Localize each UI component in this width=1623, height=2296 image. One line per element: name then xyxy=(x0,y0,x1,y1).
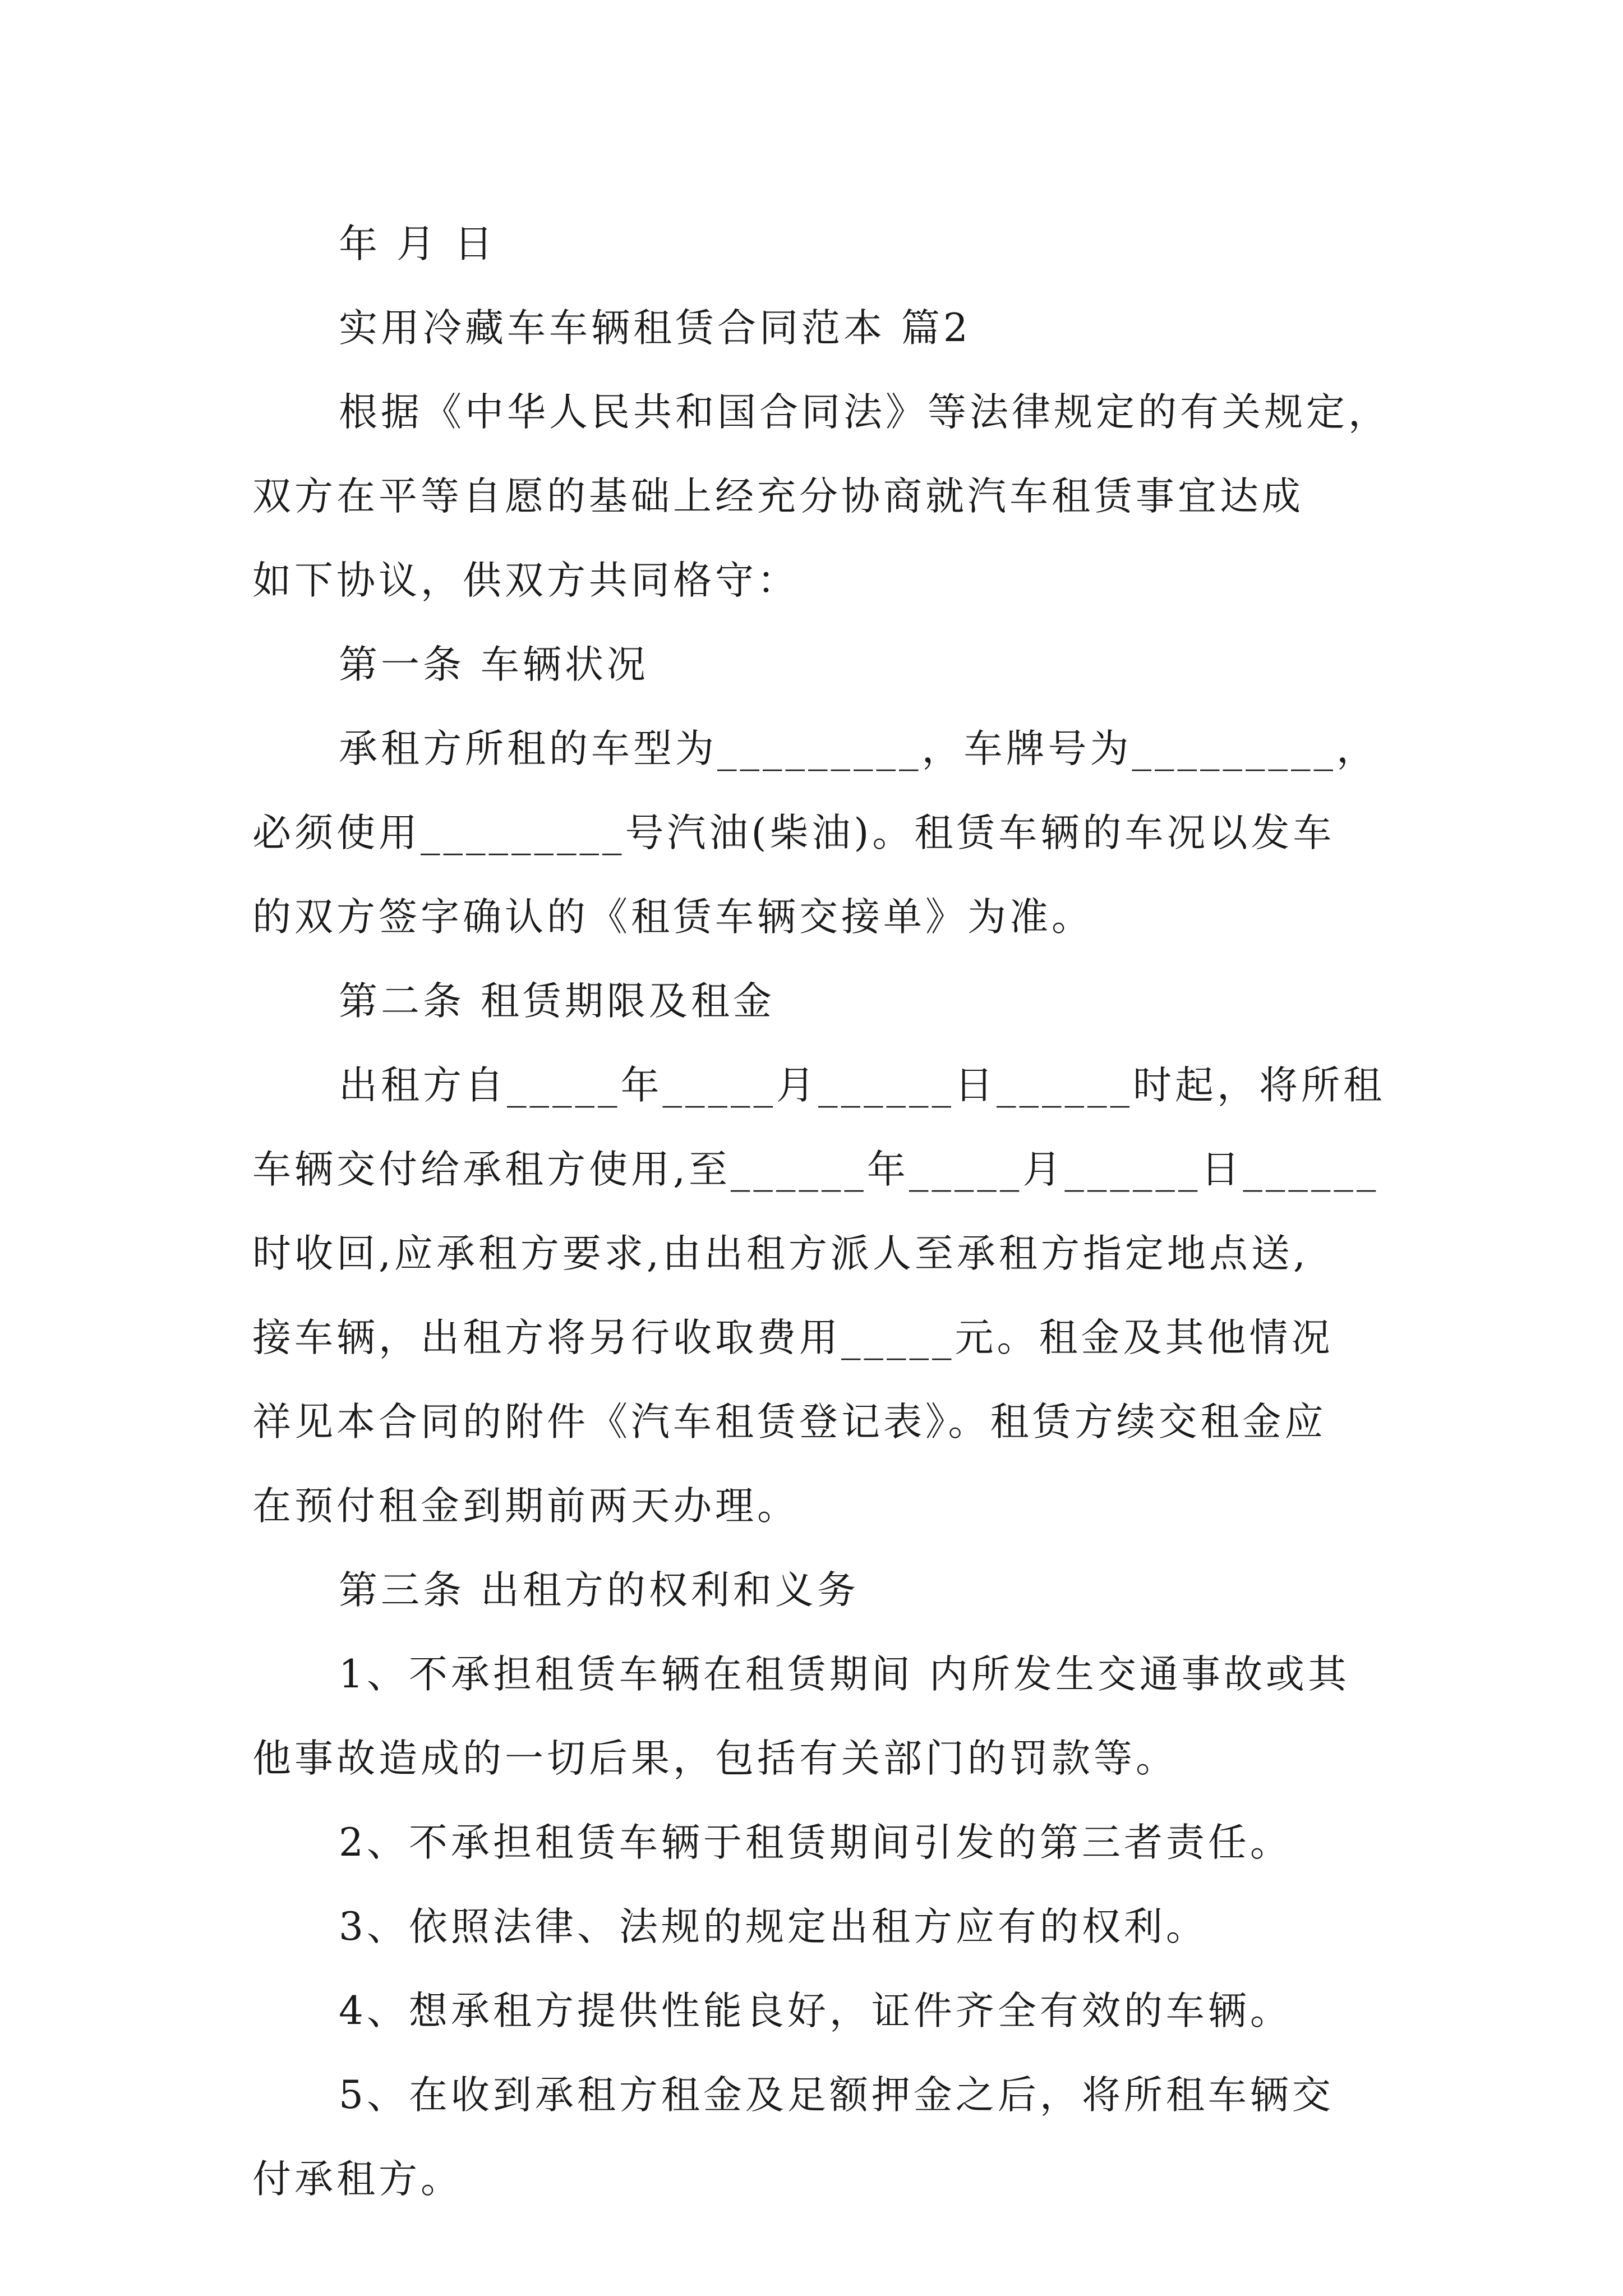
paragraph-line: 车辆交付给承租方使用,至______年_____月______日______ xyxy=(252,1147,1380,1192)
document-body xyxy=(252,202,1390,2221)
paragraph-line: 接车辆，出租方将另行收取费用_____元。租金及其他情况 xyxy=(252,1315,1334,1360)
paragraph-line: 出租方自_____年_____月______日______时起，将所租 xyxy=(339,1063,1385,1108)
article-heading: 第二条 租赁期限及租金 xyxy=(339,979,775,1024)
paragraph-line: 根据《中华人民共和国合同法》等法律规定的有关规定， xyxy=(339,390,1390,435)
date-line: 年 月 日 xyxy=(339,222,496,266)
paragraph-line: 承租方所租的车型为_________，车牌号为_________， xyxy=(339,726,1378,771)
paragraph-line: 祥见本合同的附件《汽车租赁登记表》。租赁方续交租金应 xyxy=(252,1400,1327,1444)
list-item-continuation: 他事故造成的一切后果，包括有关部门的罚款等。 xyxy=(252,1736,1178,1781)
list-item: 2、不承担租赁车辆于租赁期间引发的第三者责任。 xyxy=(339,1820,1292,1865)
list-item: 4、想承租方提供性能良好，证件齐全有效的车辆。 xyxy=(339,1989,1292,2033)
article-heading: 第一条 车辆状况 xyxy=(339,642,649,687)
paragraph-line: 必须使用_________号汽油(柴油)。租赁车辆的车况以发车 xyxy=(252,811,1335,855)
list-item: 1、不承担租赁车辆在租赁期间 内所发生交通事故或其 xyxy=(339,1652,1350,1697)
paragraph-line: 时收回,应承租方要求,由出租方派人至承租方指定地点送, xyxy=(252,1231,1309,1276)
list-item: 3、依照法律、法规的规定出租方应有的权利。 xyxy=(339,1904,1208,1949)
paragraph-line: 的双方签字确认的《租赁车辆交接单》为准。 xyxy=(252,895,1094,940)
list-item-continuation: 付承租方。 xyxy=(252,2157,463,2202)
section-title: 实用冷藏车车辆租赁合同范本 篇2 xyxy=(339,306,971,351)
paragraph-line: 如下协议，供双方共同格守： xyxy=(252,558,799,603)
paragraph-line: 双方在平等自愿的基础上经充分协商就汽车租赁事宜达成 xyxy=(252,474,1304,519)
list-item: 5、在收到承租方租金及足额押金之后，将所租车辆交 xyxy=(339,2073,1334,2118)
article-heading: 第三条 出租方的权利和义务 xyxy=(339,1568,859,1613)
paragraph-line: 在预付租金到期前两天办理。 xyxy=(252,1484,799,1529)
